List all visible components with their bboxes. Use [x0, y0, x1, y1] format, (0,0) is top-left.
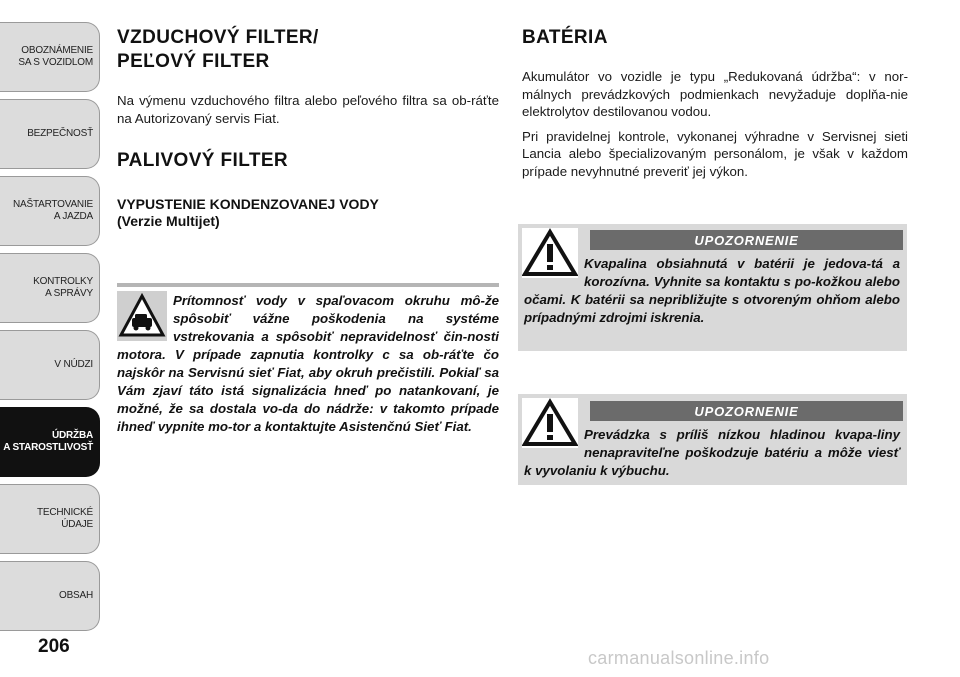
tab-v-nudzi[interactable]: V NÚDZI	[0, 330, 100, 400]
battery-paragraph-1: Akumulátor vo vozidle je typu „Redukovaná údržba“: v nor-málnych prevádzkových podmienkach nevyžaduje doplňa-nie elektrolytov destilovanou vodou.	[522, 69, 908, 119]
drain-water-title: VYPUSTENIE KONDENZOVANEJ VODY (Verzie Multijet)	[117, 196, 379, 229]
tab-oboznamenie[interactable]: OBOZNÁMENIE SA S VOZIDLOM	[0, 22, 100, 92]
battery-acid-warning-text: Kvapalina obsiahnutá v batérii je jedova-tá a korozívna. Vyhnite sa kontaktu s po-kožkou alebo očami. K batérii sa nepribližujte s otvoreným ohňom alebo prípadnými zdrojmi iskrenia.	[524, 256, 900, 325]
air-filter-title: VZDUCHOVÝ FILTER/ PEĽOVÝ FILTER	[117, 27, 319, 72]
tab-nastartovanie[interactable]: NAŠTARTOVANIE A JAZDA	[0, 176, 100, 246]
warning-banner: UPOZORNENIE	[590, 230, 903, 250]
battery-paragraph-2: Pri pravidelnej kontrole, vykonanej výhradne v Servisnej sieti Lancia alebo špecializovaným personálom, je však v každom prípade nevyhnutné preveriť jej výkon.	[522, 128, 908, 179]
battery-acid-warning	[518, 224, 907, 351]
water-in-fuel-warning-text: Prítomnosť vody v spaľovacom okruhu mô-že spôsobiť vážne poškodenia na systéme vstrekovania a spôsobiť nepravidelnosť čin-nosti motora. V prípade zapnutia kontrolky c sa ob-ráťte čo najskôr na Servisnú sieť Fiat, aby okruh prečistili. Pokiaľ sa Vám zjaví táto istá signalizácia hneď po natankovaní, je možné, že sa dostala vo-da do nádrže: v takomto prípade ihneď vypnite mo-tor a kontaktujte Asistenčnú Sieť Fiat.	[117, 293, 499, 434]
tab-udrzba[interactable]: ÚDRŽBA A STAROSTLIVOSŤ	[0, 407, 100, 477]
tab-technicke-udaje[interactable]: TECHNICKÉ ÚDAJE	[0, 484, 100, 554]
tab-bezpecnost[interactable]: BEZPEČNOSŤ	[0, 99, 100, 169]
water-in-fuel-warning	[117, 292, 499, 436]
warning-banner: UPOZORNENIE	[590, 401, 903, 421]
air-filter-text: Na výmenu vzduchového filtra alebo peľového filtra sa ob-ráťte na Autorizovaný servis Fiat.	[117, 93, 499, 126]
low-electrolyte-warning	[518, 394, 907, 485]
fuel-filter-title: PALIVOVÝ FILTER	[117, 150, 289, 171]
tab-kontrolky[interactable]: KONTROLKY A SPRÁVY	[0, 253, 100, 323]
battery-title: BATÉRIA	[522, 27, 608, 48]
left-column	[117, 26, 499, 230]
section-rule	[117, 283, 499, 287]
low-electrolyte-warning-text: Prevádzka s príliš nízkou hladinou kvapa-liny nenapraviteľne poškodzuje batériu a môže viesť k vyvolaniu k výbuchu.	[524, 427, 900, 478]
page-number: 206	[38, 636, 70, 657]
right-column	[522, 26, 908, 180]
tab-obsah[interactable]: OBSAH	[0, 561, 100, 631]
watermark: carmanualsonline.info	[588, 648, 770, 668]
